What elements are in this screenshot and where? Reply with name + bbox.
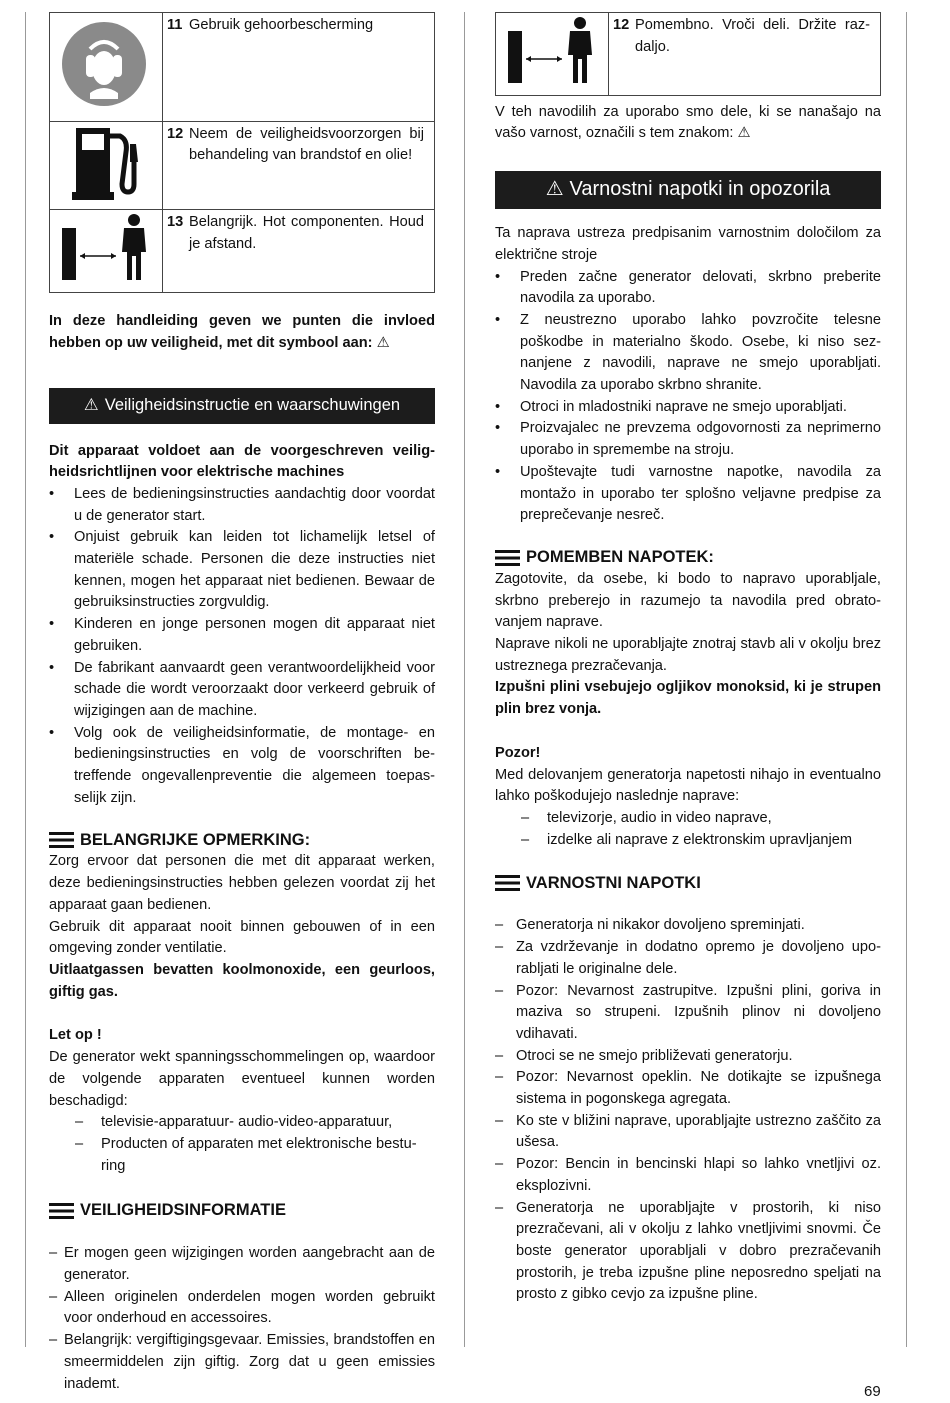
symbol-row <box>50 210 435 293</box>
note-paragraph: Zorg ervoor dat personen die met dit apparaat werken, deze bedieningsinstructies hebben gelezen voordat zij het apparaat gaan bedienen. <box>49 853 435 913</box>
note-lines-icon <box>49 831 74 849</box>
list-item: – Alleen originelen onderdelen mogen worden gebruikt voor onderhoud en accessoires. <box>49 1288 435 1327</box>
intro-text: V teh navodilih za uporabo smo dele, ki se nanašajo na vašo varnost, označili s tem znakom: ⚠ <box>495 103 881 142</box>
symbol-row <box>496 13 881 96</box>
symbol-table <box>49 12 435 293</box>
note-warning: Izpušni plini vsebujejo ogljikov monoksid, ki je strupen plin brez vonja. <box>495 679 881 718</box>
right-margin-rule <box>906 12 907 1347</box>
attention-list <box>495 808 881 851</box>
symbol-text: Neem de veiligheidsvoorzorgen bij behandeling van brandstof en olie! <box>189 125 424 164</box>
list-item: • Lees de bedieningsinstructies aandachtig door voordat u de generator start. <box>49 485 435 524</box>
list-item: – Generatorja ne uporabljajte v prostorih, ki niso prezračevani, ali v okolju z lahko vnetljivimi snovmi. Če boste generator uporabljali v dobro prezračevanih prostorih, je treba izpušne pline neposredno speljati na prosto z gibko cevjo za izpušne pline. <box>495 1199 881 1303</box>
note-lines-icon <box>49 1202 74 1220</box>
attention-list <box>49 1112 435 1177</box>
symbol-row <box>50 121 435 210</box>
section-heading: VARNOSTNI NAPOTKI <box>495 872 881 894</box>
left-column <box>49 12 435 1395</box>
safety-list <box>49 1243 435 1395</box>
symbol-number: 13 <box>167 214 184 231</box>
attention-heading: Pozor! <box>495 744 541 761</box>
symbol-table <box>495 12 881 96</box>
attention-heading: Let op ! <box>49 1027 102 1044</box>
bullet-list <box>49 484 435 810</box>
symbol-text: Belangrijk. Hot componenten. Houd je afstand. <box>189 214 424 253</box>
attention-text: De generator wekt spanningsschommelingen op, waardoor de volgende apparaten eventueel kunnen worden beschadigd: <box>49 1049 435 1109</box>
list-item: – Pozor: Nevarnost opeklin. Ne dotikajte se izpušnega sistema in pogonskega agregata. <box>495 1069 881 1108</box>
page-number: 69 <box>864 1383 881 1400</box>
note-paragraph: Naprave nikoli ne uporabljajte znotraj stavb ali v okolju brez ustreznega prezračevanja. <box>495 636 881 674</box>
list-item: • Onjuist gebruik kan leiden tot lichamelijk letsel of materiële schade. Personen die deze instructies niet kennen, mogen het apparaat niet bedienen. Bewaar de gebruiksinstructies zorgvuldig. <box>49 529 435 611</box>
note-paragraph: Zagotovite, da osebe, ki bodo to napravo uporabljale, skrbno preberejo in razumejo ta navodila pred obratovanjem naprave. <box>495 570 881 631</box>
symbol-text: Gebruik gehoorbescherming <box>189 17 374 33</box>
right-column <box>495 12 881 1306</box>
keep-distance-icon <box>496 13 608 87</box>
note-lines-icon <box>495 549 520 567</box>
section-banner <box>495 171 881 209</box>
section-heading: POMEMBEN NAPOTEK: <box>495 547 881 569</box>
note-lines-icon <box>495 874 520 892</box>
list-item: – Er mogen geen wijzigingen worden aangebracht aan de generator. <box>49 1245 435 1284</box>
intro-text: In deze handleiding geven we punten die invloed hebben op uw veiligheid, met dit symbool aan: ⚠ <box>49 313 435 351</box>
list-item: – izdelke ali naprave z elektronskim upravljanjem <box>521 831 852 848</box>
section-banner <box>49 388 435 424</box>
list-item: • Z neustrezno uporabo lahko povzročite telesne poškodbe in materialno škodo. Osebe, ki niso seznanjene z navodili, naprave ne smejo uporabljati. Navodila za uporabo skrbno shranite. <box>495 311 881 394</box>
bullet-list <box>495 267 881 527</box>
symbol-text: Pomembno. Vroči deli. Držite razdaljo. <box>635 17 870 55</box>
list-item: – Pozor: Nevarnost zastrupitve. Izpušni plini, goriva in maziva so strupeni. Izpušnih plinov ni dovoljeno vdihavati. <box>495 982 881 1042</box>
list-item: • Volg ook de veiligheidsinformatie, de montage- en bedieningsinstructies en volg de voorschriften betreffende ongevallenpreventie die algemeen toepasselijk zijn. <box>49 724 435 806</box>
section-heading: VEILIGHEIDSINFORMATIE <box>49 1200 435 1222</box>
banner-title: Veiligheidsinstructie en waarschuwingen <box>104 395 401 414</box>
list-item: – Producten of apparaten met elektronische besturing <box>75 1135 417 1174</box>
warning-triangle-icon: ⚠ <box>545 178 564 201</box>
section-heading: BELANGRIJKE OPMERKING: <box>49 829 435 851</box>
list-item: – Pozor: Bencin in bencinski hlapi so lahko vnetljivi oz. eksplozivni. <box>495 1156 881 1194</box>
list-item: • De fabrikant aanvaardt geen verantwoordelijkheid voor schade die wordt veroorzaakt door verkeerd gebruik of wijzigingen aan de machine. <box>49 659 435 719</box>
list-item: • Preden začne generator delovati, skrbno preberite navodila za uporabo. <box>495 268 881 307</box>
attention-text: Med delovanjem generatorja napetosti nihajo in eventualno lahko poškodujejo naslednje naprave: <box>495 766 881 805</box>
list-item: • Otroci in mladostniki naprave ne smejo uporabljati. <box>495 398 847 415</box>
list-item: • Proizvajalec ne prevzema odgovornosti za neprimerno uporabo in spremembe na stroju. <box>495 420 881 459</box>
symbol-number: 11 <box>167 17 183 33</box>
list-item: – televizorje, audio in video naprave, <box>521 809 772 826</box>
note-paragraph: Gebruik dit apparaat nooit binnen gebouwen of in een omgeving zonder ventilatie. <box>49 918 435 957</box>
list-item: – Otroci se ne smejo približevati generatorju. <box>495 1047 793 1064</box>
hearing-protection-icon <box>50 13 162 113</box>
list-item: – Generatorja ni nikakor dovoljeno spreminjati. <box>495 917 805 934</box>
symbol-number: 12 <box>613 17 630 33</box>
symbol-row <box>50 13 435 122</box>
list-item: • Upoštevajte tudi varnostne napotke, navodila za montažo in uporabo ter splošno veljavne predpise za preprečevanje nesreč. <box>495 463 881 524</box>
center-column-rule <box>464 12 465 1347</box>
banner-title: Varnostni napotki in opozorila <box>569 178 831 201</box>
safety-list <box>495 915 881 1306</box>
list-item: – Belangrijk: vergiftigingsgevaar. Emissies, brandstoffen en smeermiddelen zijn giftig. Zorg dat u geen emissies inademt. <box>49 1332 435 1392</box>
note-warning: Uitlaatgassen bevatten koolmonoxide, een geurloos, giftig gas. <box>49 961 435 1000</box>
lead-text: Dit apparaat voldoet aan de voorgeschreven veiligheidsrichtlijnen voor elektrische machines <box>49 442 435 481</box>
keep-distance-icon <box>50 210 162 284</box>
warning-triangle-icon: ⚠ <box>83 395 99 414</box>
list-item: – Za vzdrževanje in dodatno opremo je dovoljeno uporabljati le originalne dele. <box>495 939 881 977</box>
left-margin-rule <box>25 12 26 1347</box>
symbol-number: 12 <box>167 125 184 142</box>
list-item: – televisie-apparatuur- audio-video-apparatuur, <box>75 1114 393 1131</box>
list-item: – Ko ste v bližini naprave, uporabljajte ustrezno zaščito za ušesa. <box>495 1112 881 1151</box>
fuel-pump-icon <box>50 122 162 202</box>
lead-text: Ta naprava ustreza predpisanim varnostnim določilom za električne stroje <box>495 225 881 263</box>
list-item: • Kinderen en jonge personen mogen dit apparaat niet gebruiken. <box>49 616 435 654</box>
